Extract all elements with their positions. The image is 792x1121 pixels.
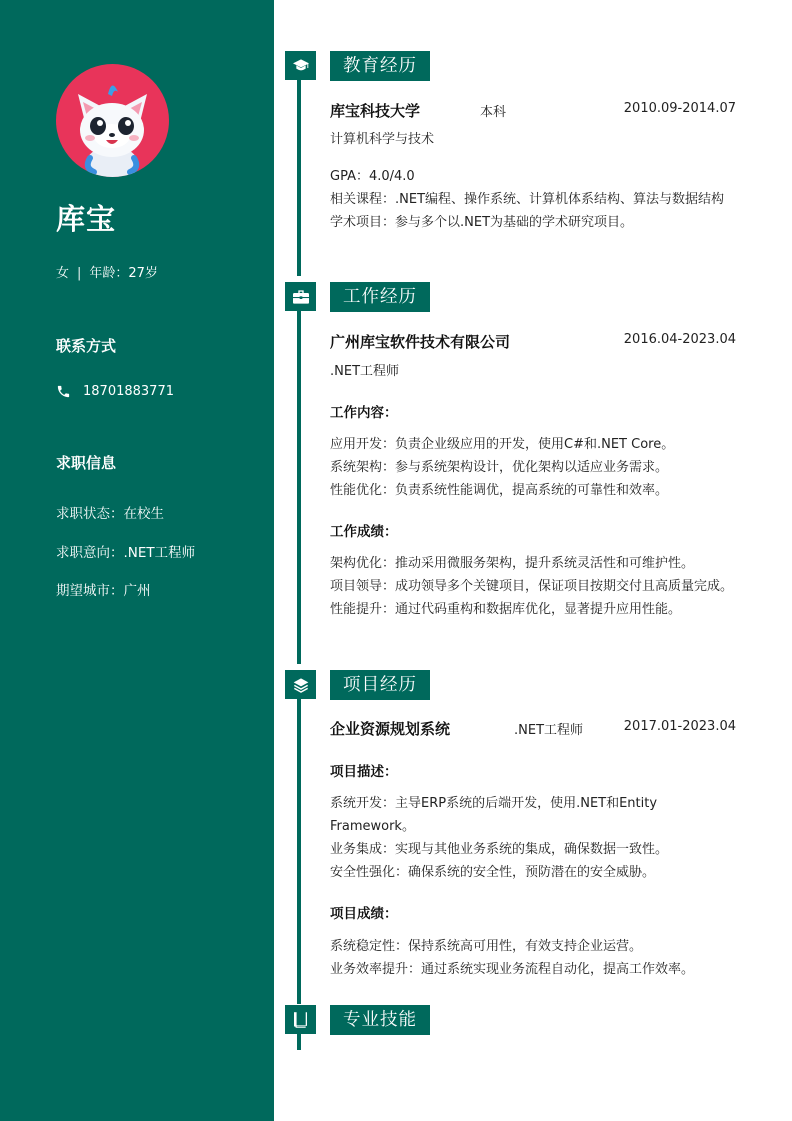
- sidebar: [0, 0, 274, 1121]
- company-name: 广州库宝软件技术有限公司: [330, 333, 511, 351]
- project-results-heading: 项目成绩：: [330, 906, 398, 922]
- timeline-line: [297, 1033, 301, 1050]
- list-item: 业务集成：实现与其他业务系统的集成，确保数据一致性。: [330, 842, 669, 857]
- timeline-line: [297, 79, 301, 276]
- skills-section-icon: [285, 1005, 316, 1034]
- work-content-list: [330, 433, 740, 502]
- courses: 相关课程：.NET编程、操作系统、计算机体系结构、算法与数据结构: [330, 192, 725, 207]
- major: 计算机科学与技术: [330, 132, 435, 147]
- candidate-name: 库宝: [56, 202, 117, 236]
- work-section-icon: [285, 282, 316, 311]
- book-icon: [294, 1012, 307, 1028]
- timeline-line: [297, 699, 301, 1004]
- skills-section-title: 专业技能: [330, 1005, 430, 1035]
- list-item: 架构优化：推动采用微服务架构，提升系统灵活性和可维护性。: [330, 556, 695, 571]
- project-desc-list: [330, 792, 675, 884]
- phone-number: 18701883771: [83, 384, 174, 399]
- list-item: 性能优化：负责系统性能调优，提高系统的可靠性和效率。: [330, 483, 669, 498]
- project-desc-heading: 项目描述：: [330, 764, 398, 780]
- work-role: .NET工程师: [330, 364, 400, 379]
- layers-icon: [293, 677, 309, 693]
- graduation-cap-icon: [293, 59, 309, 73]
- academic-projects: 学术项目：参与多个以.NET为基础的学术研究项目。: [330, 215, 634, 230]
- cat-mascot-icon: [56, 64, 169, 177]
- list-item: 项目领导：成功领导多个关键项目，保证项目按期交付且高质量完成。: [330, 579, 734, 594]
- work-results-list: [330, 552, 740, 621]
- work-results-heading: 工作成绩：: [330, 524, 398, 540]
- list-item: 系统开发：主导ERP系统的后端开发，使用.NET和Entity Framework。: [330, 796, 658, 834]
- meta-divider: |: [77, 266, 82, 281]
- degree: 本科: [480, 105, 507, 120]
- timeline-line: [297, 310, 301, 664]
- avatar: [56, 64, 169, 177]
- list-item: 业务效率提升：通过系统实现业务流程自动化，提高工作效率。: [330, 962, 695, 977]
- project-role: .NET工程师: [514, 723, 584, 738]
- project-date: 2017.01-2023.04: [623, 719, 736, 734]
- phone-icon: [56, 384, 71, 399]
- work-section-title: 工作经历: [330, 282, 430, 312]
- contact-heading: 联系方式: [56, 337, 117, 355]
- list-item: 应用开发：负责企业级应用的开发，使用C#和.NET Core。: [330, 437, 675, 452]
- education-date: 2010.09-2014.07: [623, 101, 736, 116]
- job-position: 求职意向：.NET工程师: [56, 545, 196, 561]
- project-section-icon: [285, 670, 316, 699]
- work-date: 2016.04-2023.04: [623, 332, 736, 347]
- education-section-icon: [285, 51, 316, 80]
- job-intent-heading: 求职信息: [56, 454, 117, 472]
- job-status: 求职状态：在校生: [56, 506, 164, 522]
- education-section-title: 教育经历: [330, 51, 430, 81]
- gender: 女: [56, 266, 70, 281]
- phone-row: [56, 384, 174, 399]
- project-results-list: [330, 935, 740, 981]
- gpa: GPA：4.0/4.0: [330, 169, 415, 184]
- age: 年龄：27岁: [89, 266, 158, 281]
- project-name: 企业资源规划系统: [330, 720, 451, 738]
- education-details: [330, 165, 740, 234]
- work-content-heading: 工作内容：: [330, 405, 398, 421]
- list-item: 系统架构：参与系统架构设计，优化架构以适应业务需求。: [330, 460, 669, 475]
- briefcase-icon: [293, 290, 309, 304]
- list-item: 性能提升：通过代码重构和数据库优化，显著提升应用性能。: [330, 602, 682, 617]
- job-city: 期望城市：广州: [56, 583, 151, 599]
- list-item: 系统稳定性：保持系统高可用性，有效支持企业运营。: [330, 939, 643, 954]
- personal-meta: [56, 262, 158, 281]
- list-item: 安全性强化：确保系统的安全性，预防潜在的安全威胁。: [330, 865, 656, 880]
- school-name: 库宝科技大学: [330, 102, 421, 120]
- project-section-title: 项目经历: [330, 670, 430, 700]
